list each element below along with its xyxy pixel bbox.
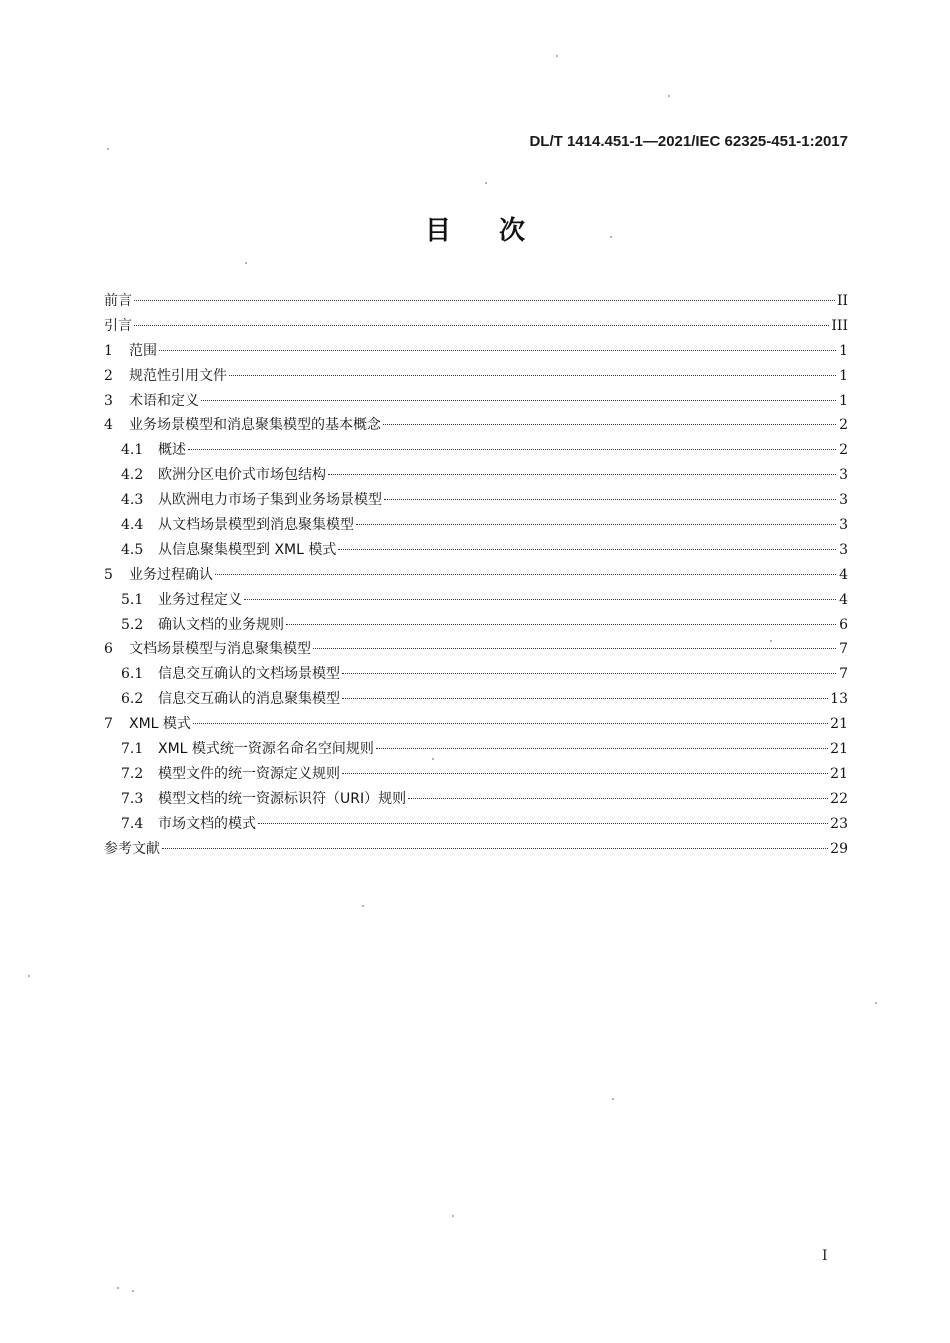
toc-entry-number: 7 (104, 716, 113, 733)
toc-entry[interactable] (104, 389, 848, 414)
toc-entry-page: 29 (830, 840, 848, 857)
dot-leader (244, 599, 836, 600)
toc-entry[interactable] (104, 314, 848, 339)
toc-entry-label: 市场文档的模式 (158, 815, 256, 832)
toc-entry-label: 引言 (104, 317, 132, 334)
toc-entry[interactable] (104, 339, 848, 364)
dot-leader (342, 673, 836, 674)
scan-speck (668, 95, 670, 97)
toc-entry-label: 模型文档的统一资源标识符（URI）规则 (158, 790, 407, 807)
dot-leader (159, 350, 836, 351)
toc-entry-label: 信息交互确认的消息聚集模型 (158, 691, 340, 708)
toc-entry-number: 7.3 (121, 790, 144, 807)
toc-entry[interactable] (104, 438, 848, 463)
toc-entry[interactable] (104, 563, 848, 588)
toc-entry-label: 前言 (104, 293, 132, 309)
scan-speck (362, 905, 364, 907)
toc-entry[interactable] (104, 762, 848, 787)
toc-entry-label: 确认文档的业务规则 (158, 616, 284, 633)
scan-speck (117, 1287, 119, 1289)
toc-entry-number: 5 (104, 566, 113, 583)
standard-code: DL/T 1414.451-1—2021/IEC 62325-451-1:2017 (529, 133, 848, 150)
toc-entry-number: 2 (104, 367, 113, 384)
toc-entry-number: 4.3 (121, 492, 144, 509)
toc-entry[interactable] (104, 364, 848, 389)
toc-entry-page: 6 (839, 616, 848, 633)
toc-entry[interactable] (104, 488, 848, 513)
toc-entry-page: 3 (839, 541, 848, 558)
toc-entry-number: 6 (104, 641, 113, 658)
dot-leader (356, 524, 836, 525)
scan-speck (28, 975, 30, 977)
scan-speck (432, 758, 434, 760)
toc-entry-label: 业务过程定义 (158, 591, 242, 608)
toc-entry-number: 7.4 (121, 815, 144, 832)
toc-entry-label: 概述 (158, 442, 186, 459)
toc-entry-label: XML 模式统一资源名命名空间规则 (158, 741, 374, 758)
dot-leader (229, 375, 836, 376)
scan-speck (452, 1215, 454, 1217)
dot-leader (313, 648, 836, 649)
scan-speck (556, 55, 558, 57)
scan-speck (770, 640, 772, 642)
toc-entry-number: 6.1 (121, 666, 144, 683)
toc-entry-label: 术语和定义 (129, 392, 199, 409)
toc-entry-page: 7 (839, 666, 848, 683)
toc-entry-page: 3 (839, 467, 848, 484)
scan-speck (612, 1098, 614, 1100)
toc-entry-number: 4.1 (121, 442, 144, 459)
toc-entry-page: II (836, 293, 848, 309)
toc-entry-label: 规范性引用文件 (129, 367, 227, 384)
toc-entry[interactable] (104, 662, 848, 687)
toc-entry-page: 13 (830, 691, 848, 708)
toc-entry[interactable] (104, 588, 848, 613)
dot-leader (342, 698, 828, 699)
dot-leader (201, 400, 836, 401)
toc-entry-label: 模型文件的统一资源定义规则 (158, 765, 340, 782)
dot-leader (134, 300, 835, 301)
toc-entry[interactable] (104, 787, 848, 812)
toc-entry-label: XML 模式 (129, 716, 191, 733)
dot-leader (376, 748, 828, 749)
toc-entry-page: 1 (839, 392, 848, 409)
toc-entry-number: 4.2 (121, 467, 144, 484)
toc-entry-label: 从欧洲电力市场子集到业务场景模型 (158, 492, 382, 509)
toc-entry-label: 从信息聚集模型到 XML 模式 (158, 541, 337, 558)
dot-leader (258, 823, 828, 824)
toc-entry-page: 2 (839, 442, 848, 459)
toc-entry-page: 4 (839, 591, 848, 608)
toc-entry-label: 信息交互确认的文档场景模型 (158, 666, 340, 683)
toc-entry[interactable] (104, 637, 848, 662)
toc-entry-page: 3 (839, 517, 848, 534)
toc-entry[interactable] (104, 687, 848, 712)
toc-title: 目次 (424, 216, 573, 246)
toc-entry-label: 参考文献 (104, 840, 160, 857)
toc-entry-page: 21 (830, 716, 848, 733)
toc-entry-number: 4.4 (121, 517, 144, 534)
scan-speck (610, 236, 612, 238)
toc-entry-page: 4 (839, 566, 848, 583)
dot-leader (342, 773, 828, 774)
toc-entry[interactable] (104, 737, 848, 762)
table-of-contents (104, 289, 848, 861)
toc-entry-number: 6.2 (121, 691, 144, 708)
dot-leader (328, 474, 836, 475)
toc-entry-number: 4.5 (121, 541, 144, 558)
toc-entry-page: 2 (839, 417, 848, 434)
toc-entry-label: 欧洲分区电价式市场包结构 (158, 467, 326, 484)
toc-entry-page: 21 (830, 765, 848, 782)
toc-entry-page: 1 (839, 342, 848, 359)
toc-entry[interactable] (104, 463, 848, 488)
toc-entry-label: 业务场景模型和消息聚集模型的基本概念 (129, 417, 381, 434)
dot-leader (286, 624, 836, 625)
scan-speck (132, 1290, 134, 1292)
toc-entry[interactable] (104, 538, 848, 563)
dot-leader (215, 574, 836, 575)
toc-entry-label: 范围 (129, 342, 157, 359)
toc-entry-number: 7.1 (121, 741, 144, 758)
toc-entry-page: 1 (839, 367, 848, 384)
toc-entry[interactable] (104, 812, 848, 837)
toc-entry-number: 5.2 (121, 616, 144, 633)
toc-entry-page: 23 (830, 815, 848, 832)
dot-leader (134, 325, 829, 326)
scan-speck (485, 182, 487, 184)
toc-entry-label: 文档场景模型与消息聚集模型 (129, 641, 311, 658)
toc-entry[interactable] (104, 712, 848, 737)
toc-entry-number: 3 (104, 392, 113, 409)
toc-entry-page: 3 (839, 492, 848, 509)
scan-speck (875, 1002, 877, 1004)
dot-leader (384, 499, 836, 500)
toc-entry-page: III (831, 317, 848, 334)
toc-entry[interactable] (104, 837, 848, 862)
toc-entry-label: 业务过程确认 (129, 566, 213, 583)
toc-entry[interactable] (104, 289, 848, 314)
toc-entry-number: 4 (104, 417, 113, 434)
dot-leader (408, 798, 828, 799)
toc-entry-page: 22 (830, 790, 848, 807)
toc-entry[interactable] (104, 613, 848, 638)
toc-entry-label: 从文档场景模型到消息聚集模型 (158, 517, 354, 534)
toc-entry-number: 7.2 (121, 765, 144, 782)
scan-speck (107, 148, 109, 150)
toc-entry-number: 1 (104, 342, 113, 359)
dot-leader (162, 848, 828, 849)
toc-entry-page: 21 (830, 741, 848, 758)
scan-speck (245, 262, 247, 264)
toc-entry-page: 7 (839, 641, 848, 658)
toc-entry[interactable] (104, 413, 848, 438)
dot-leader (338, 549, 836, 550)
dot-leader (383, 424, 836, 425)
page-number: I (822, 1248, 828, 1264)
dot-leader (193, 723, 828, 724)
dot-leader (188, 449, 836, 450)
toc-entry-number: 5.1 (121, 591, 144, 608)
toc-entry[interactable] (104, 513, 848, 538)
